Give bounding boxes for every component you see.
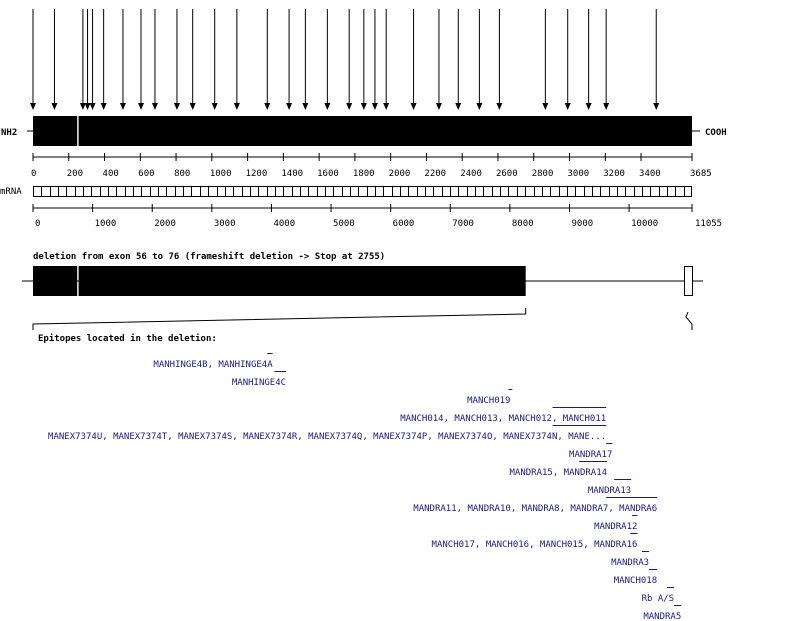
cooh-label: COOH — [705, 128, 727, 138]
arrow-head — [90, 103, 96, 110]
epitope-arrow — [51, 9, 57, 110]
epitope-row — [642, 588, 675, 605]
axis-tick-label: 3200 — [603, 169, 625, 179]
protein-bar — [27, 116, 700, 146]
axis-tick-label: 800 — [174, 169, 191, 179]
epitope-label: MANCH017, MANCH016, MANCH015, MANDRA16 — [431, 540, 638, 550]
epitope-row — [643, 606, 681, 621]
axis-end-label: 3685 — [690, 169, 712, 179]
axis-tick-label: 4000 — [273, 219, 296, 229]
arrow-head — [565, 103, 571, 110]
epitope-label: MANDRA3 — [611, 558, 650, 568]
axis-tick-label: 1000 — [209, 169, 232, 179]
arrow-head — [383, 103, 389, 110]
arrow-head — [542, 103, 548, 110]
epitope-row — [594, 516, 637, 533]
protein-segment — [33, 116, 77, 146]
arrow-head — [120, 103, 126, 110]
epitope-label: MANEX7374U, MANEX7374T, MANEX7374S, MANEX7374R, MANEX7374Q, MANEX7374P, MANEX7374O, MANEX7374N, MANE... — [48, 432, 607, 442]
epitope-arrow — [80, 9, 86, 110]
protein-segment — [79, 116, 692, 146]
arrow-head — [85, 103, 91, 110]
arrow-head — [138, 103, 144, 110]
epitope-arrow — [476, 9, 482, 110]
deletion-title: deletion from exon 56 to 76 (frameshift deletion -> Stop at 2755) — [33, 252, 386, 262]
epitope-row — [153, 354, 273, 371]
axis-tick-label: 9000 — [571, 219, 594, 229]
epitope-row — [48, 426, 606, 443]
epitope-arrow — [152, 9, 158, 110]
arrow-head — [361, 103, 367, 110]
epitope-arrow — [603, 9, 609, 110]
epitope-arrow — [653, 9, 659, 110]
nh2-label: NH2 — [1, 128, 18, 138]
axis-tick-label: 7000 — [452, 219, 474, 229]
arrow-head — [286, 103, 292, 110]
epitope-list — [48, 354, 681, 621]
epitope-label: MANHINGE4B, MANHINGE4A — [153, 360, 273, 370]
epitope-row — [400, 408, 606, 425]
epitope-row — [413, 498, 657, 515]
deletion-bracket — [33, 308, 526, 330]
deletion-end-bracket — [686, 312, 692, 330]
arrow-head — [152, 103, 158, 110]
axis-tick-label: 200 — [66, 169, 84, 179]
epitope-arrow — [586, 9, 592, 110]
epitope-label: MANDRA12 — [594, 522, 638, 532]
epitope-arrow — [346, 9, 352, 110]
arrow-head — [603, 103, 609, 110]
axis-tick-label: 2000 — [388, 169, 411, 179]
axis-tick-label: 3000 — [213, 219, 236, 229]
epitope-label: MANDRA5 — [643, 612, 682, 621]
epitope-label: MANDRA11, MANDRA10, MANDRA8, MANDRA7, MANDRA6 — [413, 504, 658, 514]
axis-tick-label: 8000 — [511, 219, 534, 229]
deletion-end-box — [685, 267, 693, 296]
arrow-head — [101, 103, 107, 110]
epitope-arrow — [212, 9, 218, 110]
axis-tick-label: 2400 — [460, 169, 482, 179]
epitope-arrow — [324, 9, 330, 110]
arrow-head — [30, 103, 36, 110]
mrna-label: mRNA — [0, 187, 22, 197]
mrna-bar — [34, 187, 692, 197]
epitope-arrow — [383, 9, 389, 110]
epitope-arrow — [565, 9, 571, 110]
epitope-label: Rb A/S — [641, 594, 675, 604]
epitope-row — [611, 552, 649, 569]
axis-tick-label: 1800 — [352, 169, 375, 179]
epitope-arrow — [302, 9, 308, 110]
axis-tick-label: 600 — [138, 169, 155, 179]
arrow-head — [372, 103, 378, 110]
arrow-head — [51, 103, 57, 110]
epitope-arrow — [90, 9, 96, 110]
epitope-label: MANDRA15, MANDRA14 — [509, 468, 608, 478]
epitope-row — [588, 480, 631, 497]
axis-tick-label: 2200 — [424, 169, 447, 179]
epitope-arrow — [542, 9, 548, 110]
epitope-arrow — [190, 9, 196, 110]
protein-axis — [31, 153, 712, 179]
epitope-arrow — [174, 9, 180, 110]
epitope-arrow — [264, 9, 270, 110]
epitope-arrow — [120, 9, 126, 110]
epitope-arrow — [496, 9, 502, 110]
epitope-arrow — [85, 9, 91, 110]
epitope-arrows — [30, 9, 659, 110]
arrow-head — [346, 103, 352, 110]
epitope-arrow — [138, 9, 144, 110]
epitope-label: MANCH018 — [613, 576, 658, 586]
epitopes-heading: Epitopes located in the deletion: — [38, 334, 217, 344]
axis-tick-label: 0 — [31, 169, 37, 179]
epitope-arrow — [234, 9, 240, 110]
arrow-head — [411, 103, 417, 110]
epitope-arrow — [361, 9, 367, 110]
arrow-head — [455, 103, 461, 110]
axis-tick-label: 0 — [35, 219, 41, 229]
epitope-arrow — [30, 9, 36, 110]
axis-tick-label: 2000 — [154, 219, 176, 229]
axis-tick-label: 2600 — [495, 169, 518, 179]
axis-tick-label: 1200 — [245, 169, 268, 179]
arrow-head — [496, 103, 502, 110]
epitope-arrow — [286, 9, 292, 110]
arrow-head — [302, 103, 308, 110]
axis-tick-label: 1600 — [317, 169, 339, 179]
epitope-row — [232, 372, 286, 389]
epitope-row — [569, 444, 612, 461]
epitope-label: MANDRA17 — [569, 450, 613, 460]
axis-tick-label: 6000 — [392, 219, 415, 229]
epitope-row — [614, 570, 657, 587]
axis-tick-label: 1400 — [281, 169, 304, 179]
epitope-row — [510, 462, 608, 479]
arrow-head — [324, 103, 330, 110]
epitope-arrow — [101, 9, 107, 110]
epitope-arrow — [436, 9, 442, 110]
axis-tick-label: 1000 — [94, 219, 117, 229]
arrow-head — [436, 103, 442, 110]
epitope-arrow — [411, 9, 417, 110]
arrow-head — [476, 103, 482, 110]
deletion-segment — [79, 266, 526, 296]
arrow-head — [586, 103, 592, 110]
arrow-head — [653, 103, 659, 110]
deletion-bar — [22, 266, 703, 330]
mrna-axis — [33, 204, 722, 229]
arrow-head — [234, 103, 240, 110]
axis-tick-label: 10000 — [631, 219, 659, 229]
axis-tick-label: 5000 — [333, 219, 355, 229]
arrow-head — [264, 103, 270, 110]
epitope-arrow — [455, 9, 461, 110]
arrow-head — [174, 103, 180, 110]
axis-tick-label: 2800 — [531, 169, 554, 179]
epitope-label: MANCH019 — [467, 396, 511, 406]
deletion-segment — [33, 266, 77, 296]
epitope-row — [432, 534, 638, 551]
axis-tick-label: 3400 — [639, 169, 661, 179]
epitope-label: MANHINGE4C — [231, 378, 287, 388]
axis-tick-label: 400 — [102, 169, 119, 179]
arrow-head — [190, 103, 196, 110]
epitope-label: MANDRA13 — [587, 486, 632, 496]
epitope-label: MANCH014, MANCH013, MANCH012, MANCH011 — [400, 414, 607, 424]
epitope-arrow — [372, 9, 378, 110]
axis-tick-label: 3000 — [567, 169, 590, 179]
arrow-head — [212, 103, 218, 110]
axis-end-label: 11055 — [695, 219, 723, 229]
epitope-row — [467, 390, 512, 407]
